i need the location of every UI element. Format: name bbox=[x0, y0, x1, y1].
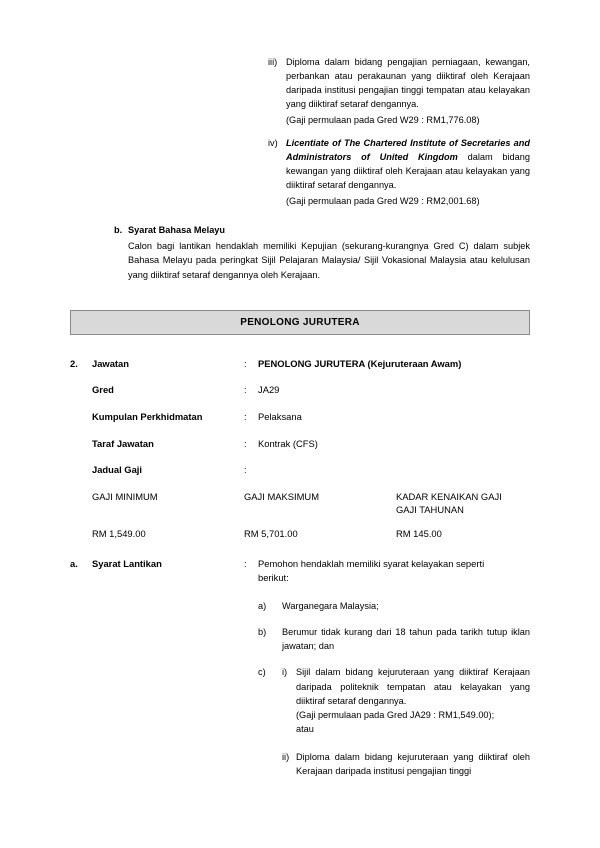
field-value: JA29 bbox=[258, 384, 280, 396]
roman-item-italic-text: Licentiate of The Chartered Institute of Secretaries and Administrators of United Kingdom bbox=[286, 137, 530, 162]
field-list bbox=[70, 357, 530, 477]
salary-table-spacer bbox=[70, 490, 92, 516]
salary-table-spacer bbox=[70, 527, 92, 540]
field-key: Jawatan bbox=[92, 357, 129, 369]
salary-value-increment: RM 145.00 bbox=[396, 528, 442, 540]
salary-header-minimum: GAJI MINIMUM bbox=[92, 490, 158, 502]
conditions-sublist-item bbox=[258, 625, 530, 654]
salary-table bbox=[70, 490, 530, 540]
field-key: Kumpulan Perkhidmatan bbox=[92, 411, 203, 423]
section-b-body bbox=[128, 223, 530, 282]
conditions-sublist-text: Berumur tidak kurang dari 18 tahun pada tarikh tutup iklan jawatan; dan bbox=[282, 626, 530, 652]
salary-header-maximum: GAJI MAKSIMUM bbox=[244, 490, 320, 502]
appointment-conditions-letter: a. bbox=[70, 558, 78, 570]
appointment-conditions-text bbox=[258, 557, 530, 584]
field-key: Gred bbox=[92, 384, 114, 396]
roman-item-label: iv) bbox=[268, 137, 278, 148]
salary-header-increment-line1: KADAR KENAIKAN GAJI bbox=[396, 490, 502, 502]
field-colon: : bbox=[244, 357, 247, 369]
roman-list bbox=[268, 56, 530, 209]
roman-item-text: dalam bidang kewangan yang diiktiraf oleh Kerajaan atau kelayakan yang diiktiraf setaraf dengannya. bbox=[286, 151, 530, 190]
roman-list-item bbox=[268, 137, 530, 209]
field-row bbox=[70, 383, 530, 397]
roman-item-text: Diploma dalam bidang pengajian perniagaan, kewangan, perbankan atau perakaunan yang diiktiraf oleh Kerajaan daripada institusi pengajian tinggi tempatan atau kelayakan yang diiktiraf setaraf dengannya. bbox=[286, 57, 530, 109]
section-b-text: Calon bagi lantikan hendaklah memiliki Kepujian (sekurang-kurangnya Gred C) dalam subjek Bahasa Melayu pada peringkat Sijil Pelajaran Malaysia/ Sijil Vokasional Malaysia atau kelulusan yang diiktiraf setaraf dengannya oleh Kerajaan. bbox=[128, 241, 530, 280]
field-number bbox=[70, 437, 92, 451]
roman-item-note: (Gaji permulaan pada Gred W29 : RM2,001.68) bbox=[286, 195, 480, 206]
salary-value-maximum: RM 5,701.00 bbox=[244, 528, 298, 540]
conditions-sublist-label: c) bbox=[258, 667, 266, 678]
roman-item-body bbox=[286, 137, 530, 209]
nested-item-label: i) bbox=[282, 667, 288, 678]
nested-item-body bbox=[296, 665, 530, 736]
roman-item-note: (Gaji permulaan pada Gred W29 : RM1,776.08) bbox=[286, 114, 480, 125]
salary-header-increment bbox=[396, 490, 530, 516]
nested-item-text: Diploma dalam bidang kejuruteraan yang diiktiraf oleh Kerajaan daripada institusi pengajian tinggi bbox=[296, 751, 530, 776]
conditions-sublist-text: Warganegara Malaysia; bbox=[282, 600, 379, 611]
roman-item-label: iii) bbox=[268, 57, 278, 67]
field-value: PENOLONG JURUTERA (Kejuruteraan Awam) bbox=[258, 357, 462, 369]
field-value: Pelaksana bbox=[258, 411, 302, 423]
conditions-sublist-label: b) bbox=[258, 626, 267, 637]
appointment-conditions-colon: : bbox=[244, 558, 247, 570]
field-number: 2. bbox=[70, 357, 78, 369]
conditions-sublist bbox=[258, 599, 530, 779]
field-number bbox=[70, 410, 92, 424]
appointment-conditions bbox=[70, 557, 530, 584]
conditions-sublist-item bbox=[258, 665, 530, 778]
field-row bbox=[70, 437, 530, 451]
nested-item-extra: atau bbox=[296, 724, 314, 735]
field-colon: : bbox=[244, 464, 247, 476]
nested-item bbox=[282, 665, 530, 736]
nested-item-label: ii) bbox=[282, 751, 290, 762]
appointment-conditions-text-line2: berikut: bbox=[258, 572, 289, 584]
field-key: Taraf Jawatan bbox=[92, 437, 154, 449]
section-banner: PENOLONG JURUTERA bbox=[70, 310, 530, 335]
conditions-sublist-item bbox=[258, 599, 530, 613]
field-colon: : bbox=[244, 384, 247, 396]
nested-item-note: (Gaji permulaan pada Gred JA29 : RM1,549.00); bbox=[296, 710, 495, 721]
roman-list-item bbox=[268, 56, 530, 128]
field-value bbox=[258, 463, 530, 477]
field-key: Jadual Gaji bbox=[92, 464, 143, 476]
nested-item-text: Sijil dalam bidang kejuruteraan yang diiktiraf Kerajaan daripada politeknik tempatan atau kelayakan yang diiktiraf setaraf dengannya. bbox=[296, 667, 530, 706]
conditions-sublist-label: a) bbox=[258, 600, 267, 611]
section-b-title: Syarat Bahasa Melayu bbox=[128, 224, 226, 235]
field-row bbox=[70, 463, 530, 477]
appointment-conditions-header bbox=[70, 557, 530, 584]
field-row bbox=[70, 357, 530, 371]
salary-header-increment-line2: GAJI TAHUNAN bbox=[396, 504, 464, 516]
field-value: Kontrak (CFS) bbox=[258, 437, 318, 449]
salary-value-minimum: RM 1,549.00 bbox=[92, 528, 146, 540]
salary-table-header-row bbox=[70, 490, 530, 516]
appointment-conditions-label: Syarat Lantikan bbox=[92, 558, 162, 570]
section-b-label: b. bbox=[114, 224, 123, 235]
field-colon: : bbox=[244, 411, 247, 423]
conditions-sublist-nested bbox=[282, 665, 530, 778]
field-colon: : bbox=[244, 437, 247, 449]
appointment-conditions-text-line1: Pemohon hendaklah memiliki syarat kelayakan seperti bbox=[258, 558, 485, 570]
field-number bbox=[70, 383, 92, 397]
roman-item-body bbox=[286, 56, 530, 128]
field-number bbox=[70, 463, 92, 477]
field-row bbox=[70, 410, 530, 424]
nested-item bbox=[282, 750, 530, 779]
salary-table-value-row bbox=[70, 527, 530, 540]
section-b bbox=[114, 223, 530, 282]
